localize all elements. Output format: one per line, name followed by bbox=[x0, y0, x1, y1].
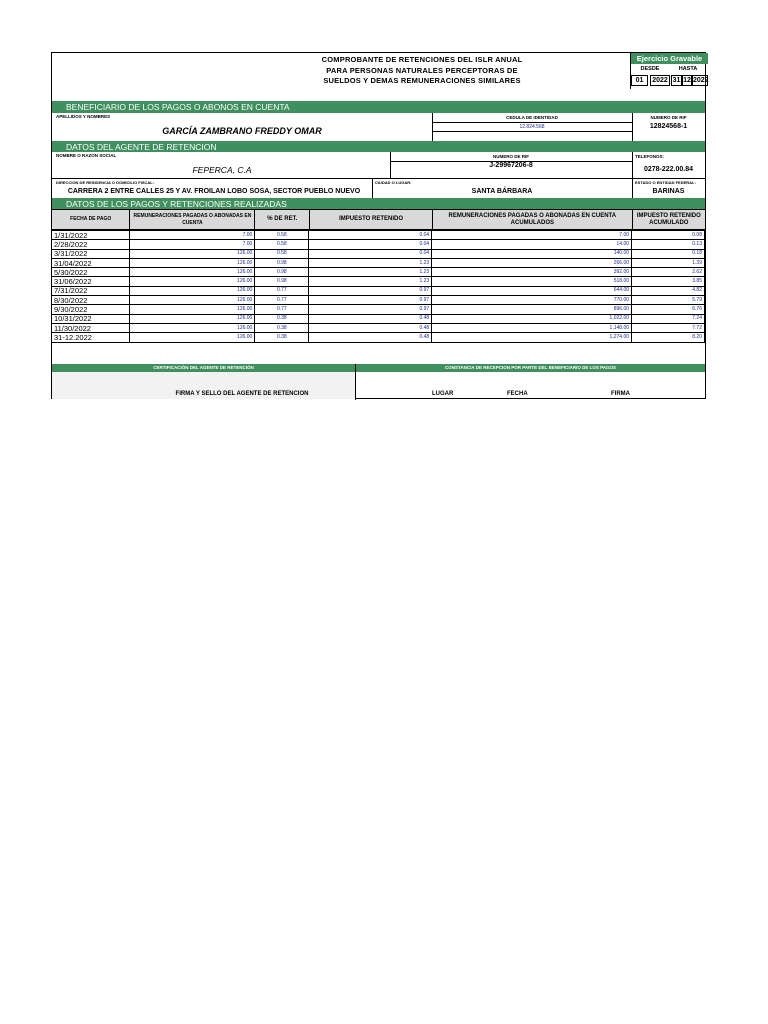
section-pagos: DATOS DE LOS PAGOS Y RETENCIONES REALIZADAS bbox=[52, 198, 705, 209]
row-remuneracion: 126.00 bbox=[130, 314, 255, 323]
row-impuesto-acumulado: 0.18 bbox=[632, 249, 705, 258]
fiscal-year-box bbox=[630, 53, 707, 89]
row-impuesto-acumulado: 3.85 bbox=[632, 277, 705, 286]
row-impuesto: 0.48 bbox=[309, 314, 432, 323]
row-pct: 0.38 bbox=[255, 333, 309, 342]
col-impuesto: IMPUESTO RETENIDO bbox=[310, 210, 433, 229]
row-acumulado: 770.00 bbox=[432, 296, 632, 305]
col-fecha: FECHA DE PAGO bbox=[52, 210, 130, 229]
row-fecha: 3/31/2022 bbox=[52, 249, 130, 258]
row-impuesto-acumulado: 2.62 bbox=[632, 268, 705, 277]
row-pct: 0.58 bbox=[255, 249, 309, 258]
row-fecha: 31/04/2022 bbox=[52, 258, 130, 267]
row-pct: 0.58 bbox=[255, 240, 309, 249]
row-impuesto-acumulado: 6.76 bbox=[632, 305, 705, 314]
firma-label: FIRMA bbox=[611, 391, 630, 397]
document-title bbox=[262, 55, 582, 87]
estado-label: ESTADO O ENTIDAD FEDERAL: bbox=[635, 180, 696, 185]
title-line-3: SUELDOS Y DEMAS REMUNERACIONES SIMILARES bbox=[323, 76, 521, 85]
row-remuneracion: 126.00 bbox=[130, 268, 255, 277]
row-fecha: 2/28/2022 bbox=[52, 240, 130, 249]
row-acumulado: 1,148.00 bbox=[432, 323, 632, 332]
table-row bbox=[52, 258, 705, 267]
row-impuesto: 0.97 bbox=[309, 305, 432, 314]
direccion-value: CARRERA 2 ENTRE CALLES 25 Y AV. FROILAN LOBO SOSA, SECTOR PUEBLO NUEVO bbox=[67, 188, 361, 195]
row-fecha: 1/31/2022 bbox=[52, 231, 130, 240]
row-pct: 0.58 bbox=[255, 231, 309, 240]
hasta-day: 31 bbox=[672, 77, 681, 84]
col-pct: % DE RET. bbox=[255, 210, 310, 229]
direccion-label: DIRECCION DE RESIDENCIA O DOMICILIO FISCAL: bbox=[56, 180, 155, 185]
firma-sello-label: FIRMA Y SELLO DEL AGENTE DE RETENCION bbox=[175, 391, 309, 397]
desde-label: DESDE bbox=[640, 66, 660, 72]
row-remuneracion: 126.00 bbox=[130, 296, 255, 305]
fecha-label: FECHA bbox=[507, 391, 528, 397]
row-acumulado: 896.00 bbox=[432, 305, 632, 314]
row-pct: 0.98 bbox=[255, 277, 309, 286]
row-fecha: 10/31/2022 bbox=[52, 314, 130, 323]
fiscal-year-label: Ejercicio Gravable bbox=[631, 53, 708, 64]
cedula-label: CEDULA DE IDENTIDAD bbox=[506, 115, 558, 120]
telefonos-value: 0278-222.00.84 bbox=[643, 166, 694, 173]
row-impuesto: 1.23 bbox=[309, 268, 432, 277]
col-remuneraciones: REMUNERACIONES PAGADAS O ABONADAS EN CUENTA bbox=[130, 210, 255, 229]
row-impuesto-acumulado: 7.72 bbox=[632, 323, 705, 332]
row-acumulado: 140.00 bbox=[432, 249, 632, 258]
desde-year: 2022 bbox=[650, 75, 670, 86]
row-pct: 0.38 bbox=[255, 323, 309, 332]
row-acumulado: 266.00 bbox=[432, 258, 632, 267]
row-acumulado: 518.00 bbox=[432, 277, 632, 286]
table-row bbox=[52, 333, 705, 342]
cedula-value: 12.824.568 bbox=[519, 124, 545, 130]
row-pct: 0.77 bbox=[255, 296, 309, 305]
section-beneficiario: BENEFICIARIO DE LOS PAGOS O ABONOS EN CUENTA bbox=[52, 101, 705, 113]
row-impuesto: 1.23 bbox=[309, 258, 432, 267]
hasta-label: HASTA bbox=[678, 66, 698, 72]
row-remuneracion: 126.00 bbox=[130, 258, 255, 267]
row-fecha: 7/31/2022 bbox=[52, 286, 130, 295]
constancia-title: CONSTANCIA DE RECEPCION POR PARTE DEL BENEFICIARIO DE LOS PAGOS bbox=[356, 364, 705, 372]
row-acumulado: 1,022.00 bbox=[432, 314, 632, 323]
row-pct: 0.77 bbox=[255, 305, 309, 314]
row-pct: 0.98 bbox=[255, 258, 309, 267]
row-impuesto: 0.48 bbox=[309, 323, 432, 332]
rif-label: NUMERO DE RIF bbox=[650, 115, 687, 120]
row-impuesto-acumulado: 0.13 bbox=[632, 240, 705, 249]
row-fecha: 9/30/2022 bbox=[52, 305, 130, 314]
row-acumulado: 7.00 bbox=[432, 231, 632, 240]
row-remuneracion: 126.00 bbox=[130, 286, 255, 295]
row-impuesto: 1.23 bbox=[309, 277, 432, 286]
row-impuesto: 0.97 bbox=[309, 296, 432, 305]
retention-voucher bbox=[51, 52, 709, 399]
table-row bbox=[52, 231, 705, 240]
table-row bbox=[52, 249, 705, 258]
row-acumulado: 14.00 bbox=[432, 240, 632, 249]
col-imp-acum: IMPUESTO RETENIDO ACUMULADO bbox=[633, 210, 705, 229]
row-pct: 0.98 bbox=[255, 268, 309, 277]
cert-title: CERTIFICACIÓN DEL AGENTE DE RETENCIÓN bbox=[52, 364, 355, 372]
hasta-year: 2022 bbox=[693, 77, 709, 84]
row-fecha: 31/06/2022 bbox=[52, 277, 130, 286]
title-line-1: COMPROBANTE DE RETENCIONES DEL ISLR ANUAL bbox=[321, 55, 523, 64]
row-impuesto: 0.97 bbox=[309, 286, 432, 295]
row-remuneracion: 126.00 bbox=[130, 305, 255, 314]
nombres-label: APELLIDOS Y NOMBRES bbox=[56, 114, 111, 119]
agente-rif-value: J-29967206-8 bbox=[489, 162, 533, 169]
row-pct: 0.38 bbox=[255, 314, 309, 323]
estado-value: BARINAS bbox=[652, 188, 685, 195]
rif-value: 12824568-1 bbox=[649, 123, 688, 130]
row-impuesto-acumulado: 4.82 bbox=[632, 286, 705, 295]
row-impuesto-acumulado: 0.08 bbox=[632, 231, 705, 240]
table-row bbox=[52, 268, 705, 277]
row-acumulado: 1,274.00 bbox=[432, 333, 632, 342]
row-impuesto-acumulado: 8.20 bbox=[632, 333, 705, 342]
agente-rif-label: NUMERO DE RIF bbox=[493, 154, 529, 159]
table-row bbox=[52, 277, 705, 286]
table-row bbox=[52, 314, 705, 323]
lugar-label: LUGAR bbox=[432, 391, 454, 397]
row-remuneracion: 126.00 bbox=[130, 323, 255, 332]
title-line-2: PARA PERSONAS NATURALES PERCEPTORAS DE bbox=[326, 65, 518, 75]
row-remuneracion: 7.00 bbox=[130, 240, 255, 249]
table-row bbox=[52, 240, 705, 249]
table-row bbox=[52, 305, 705, 314]
row-fecha: 5/30/2022 bbox=[52, 268, 130, 277]
razon-value: FEPERCA, C.A bbox=[192, 165, 252, 175]
row-remuneracion: 126.00 bbox=[130, 277, 255, 286]
table-row bbox=[52, 323, 705, 332]
telefonos-label: TELEFONOS: bbox=[635, 154, 664, 159]
row-impuesto: 0.04 bbox=[309, 249, 432, 258]
row-impuesto-acumulado: 5.79 bbox=[632, 296, 705, 305]
row-fecha: 11/30/2022 bbox=[52, 323, 130, 332]
razon-label: NOMBRE O RAZON SOCIAL bbox=[56, 153, 117, 158]
payments-header-row bbox=[52, 209, 705, 230]
col-acumuladas: REMUNERACIONES PAGADAS O ABONADAS EN CUENTA ACUMULADOS bbox=[433, 210, 632, 229]
row-impuesto: 0.04 bbox=[309, 240, 432, 249]
row-acumulado: 392.00 bbox=[432, 268, 632, 277]
desde-day: 01 bbox=[631, 75, 648, 86]
row-remuneracion: 126.00 bbox=[130, 249, 255, 258]
payments-table bbox=[52, 230, 705, 343]
row-acumulado: 644.00 bbox=[432, 286, 632, 295]
row-fecha: 8/30/2022 bbox=[52, 296, 130, 305]
row-impuesto-acumulado: 1.39 bbox=[632, 258, 705, 267]
row-pct: 0.77 bbox=[255, 286, 309, 295]
row-fecha: 31-12.2022 bbox=[52, 333, 130, 342]
row-remuneracion: 7.00 bbox=[130, 231, 255, 240]
table-row bbox=[52, 286, 705, 295]
row-impuesto: 0.04 bbox=[309, 231, 432, 240]
row-impuesto: 0.48 bbox=[309, 333, 432, 342]
ciudad-label: CIUDAD O LUGAR: bbox=[375, 180, 412, 185]
nombres-value: GARCÍA ZAMBRANO FREDDY OMAR bbox=[162, 126, 322, 136]
row-remuneracion: 126.00 bbox=[130, 333, 255, 342]
hasta-month: 12 bbox=[683, 77, 691, 84]
row-impuesto-acumulado: 7.24 bbox=[632, 314, 705, 323]
table-row bbox=[52, 296, 705, 305]
section-agente: DATOS DEL AGENTE DE RETENCION bbox=[52, 141, 705, 152]
ciudad-value: SANTA BÁRBARA bbox=[471, 188, 533, 195]
